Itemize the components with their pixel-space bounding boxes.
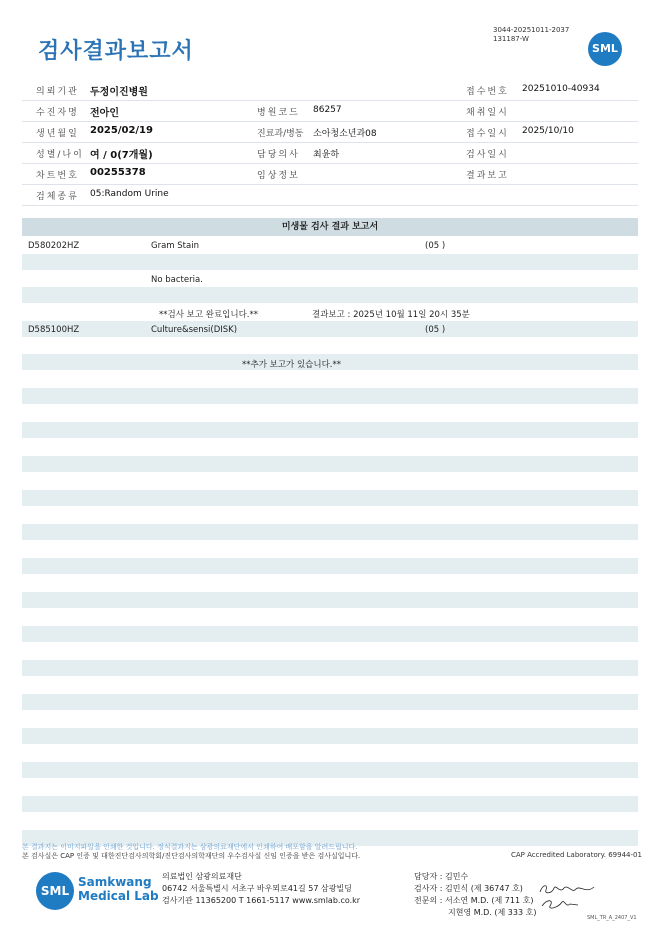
stripe <box>22 592 638 608</box>
patient-info-table <box>22 80 638 206</box>
stripe <box>22 796 638 812</box>
label-requesting-institution: 의뢰기관 <box>36 87 79 97</box>
value-department: 소아청소년과08 <box>313 129 377 139</box>
label-clinical-info: 임상정보 <box>257 171 300 181</box>
stripe <box>22 558 638 574</box>
page-title: 검사결과보고서 <box>38 39 194 64</box>
stripe <box>22 490 638 506</box>
test-name: Culture&sensi(DISK) <box>151 325 238 335</box>
stripe <box>22 626 638 642</box>
staff-tester: 검사자 : 김민식 (제 36747 호) <box>414 884 523 893</box>
value-chart-number: 00255378 <box>90 167 146 178</box>
label-collection-date: 채취일시 <box>466 108 509 118</box>
label-birth-date: 생년월일 <box>36 129 79 139</box>
stripe <box>22 422 638 438</box>
label-receipt-date: 접수일시 <box>466 129 509 139</box>
report-time: 결과보고 : 2025년 10월 11일 20시 35분 <box>312 310 470 320</box>
lab-name: 의료법인 삼광의료재단 <box>162 872 242 881</box>
stripe <box>22 524 638 540</box>
sml-logo: SML <box>36 872 74 910</box>
test-name: Gram Stain <box>151 241 199 251</box>
lab-street: 06742 서울특별시 서초구 바우뫼로41길 57 삼광빌딩 <box>162 884 352 893</box>
label-specimen-type: 검체종류 <box>36 192 79 202</box>
label-chart-number: 차트번호 <box>36 171 79 181</box>
label-patient-name: 수진자명 <box>36 108 79 118</box>
stripe <box>22 694 638 710</box>
report-complete-note: **검사 보고 완료입니다.** <box>159 310 259 320</box>
stripe <box>22 456 638 472</box>
certification-notice: 본 검사실은 CAP 인증 및 대한진단검사의학회/진단검사의학재단의 우수검사실 신임 인증을 받은 검사실입니다. <box>22 852 361 860</box>
value-patient-name: 전아인 <box>90 108 119 119</box>
value-specimen-type: 05:Random Urine <box>90 189 169 199</box>
value-doctor: 최윤하 <box>313 150 340 160</box>
staff-block <box>414 871 536 919</box>
test-code: D585100HZ <box>28 325 80 335</box>
lab-address <box>162 871 360 907</box>
lab-contact: 검사기관 11365200 T 1661-5117 www.smlab.co.kr <box>162 896 361 905</box>
stripe <box>22 728 638 744</box>
info-row <box>22 143 638 164</box>
test-number: (05 ) <box>425 241 446 251</box>
label-sex-age: 성별/나이 <box>36 150 84 160</box>
value-hospital-code: 86257 <box>313 105 342 115</box>
staff-specialist-2: 지현영 M.D. (제 333 호) <box>448 908 537 917</box>
label-result-report: 결과보고 <box>466 171 509 181</box>
form-version: SML_TR_A_2407_V1 <box>587 915 637 921</box>
info-row <box>22 185 638 206</box>
additional-report-note: **추가 보고가 있습니다.** <box>242 360 342 370</box>
value-receipt-date: 2025/10/10 <box>522 126 574 136</box>
document-id-line2: 131187-W <box>493 35 529 43</box>
stripe <box>22 388 638 404</box>
document-id-line1: 3044-20251011-2037 <box>493 26 570 34</box>
info-row <box>22 101 638 122</box>
info-row <box>22 122 638 143</box>
signature-mark <box>540 896 580 912</box>
document-id <box>493 26 569 44</box>
stripe <box>22 321 638 337</box>
brand-name <box>78 875 159 903</box>
section-title: 미생물 검사 결과 보고서 <box>22 218 638 236</box>
info-row <box>22 80 638 101</box>
staff-specialist-1: 전문의 : 서소연 M.D. (제 711 호) <box>414 896 534 905</box>
result-text: No bacteria. <box>151 275 203 285</box>
brand-line1: Samkwang <box>78 875 152 889</box>
staff-manager: 담당자 : 김민수 <box>414 872 469 881</box>
label-doctor: 담당의사 <box>257 150 300 160</box>
stripe <box>22 660 638 676</box>
label-department: 진료과/병동 <box>257 129 304 139</box>
label-receipt-number: 접수번호 <box>466 87 509 97</box>
label-test-date: 검사일시 <box>466 150 509 160</box>
cap-accreditation: CAP Accredited Laboratory. 69944-01 <box>511 851 642 859</box>
value-receipt-number: 20251010-40934 <box>522 84 600 94</box>
test-number: (05 ) <box>425 325 446 335</box>
value-sex-age: 여 / 0(7개월) <box>90 150 153 161</box>
test-code: D580202HZ <box>28 241 80 251</box>
stripe <box>22 287 638 303</box>
stripe <box>22 762 638 778</box>
stripe <box>22 254 638 270</box>
label-hospital-code: 병원코드 <box>257 108 300 118</box>
sml-logo: SML <box>588 32 622 66</box>
brand-line2: Medical Lab <box>78 889 159 903</box>
value-requesting-institution: 두정이진병원 <box>90 87 148 98</box>
info-row <box>22 164 638 185</box>
value-birth-date: 2025/02/19 <box>90 125 153 136</box>
signature-svg <box>538 882 598 896</box>
print-notice: 본 결과지는 이미지파일을 인쇄한 것입니다. 정식결과지는 삼광의료재단에서 인쇄하여 배포함을 알려드립니다. <box>22 843 358 851</box>
